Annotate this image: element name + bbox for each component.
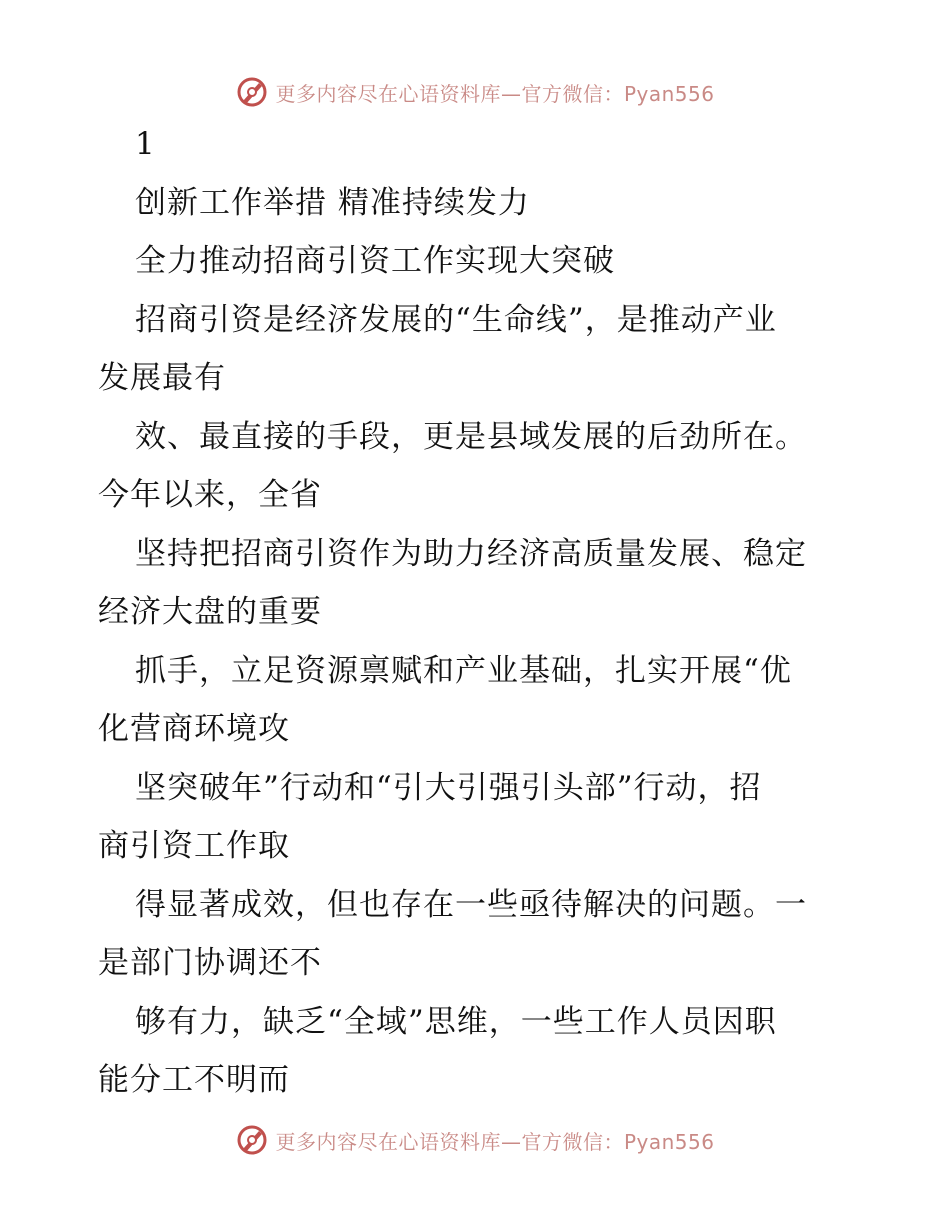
paragraph-line: 够有力，缺乏“全域”思维，一些工作人员因职 (135, 1003, 777, 1040)
document-subtitle: 全力推动招商引资工作实现大突破 (135, 243, 615, 279)
header-watermark (0, 72, 950, 112)
document-title: 创新工作举措 精准持续发力 (135, 184, 530, 221)
paragraph-line: 坚持把招商引资作为助力经济高质量发展、稳定 (135, 535, 807, 572)
paragraph-line: 化营商环境攻 (98, 711, 290, 747)
footer-watermark (0, 1120, 950, 1160)
watermark-text: 更多内容尽在心语资料库—官方微信：Pyan556 (275, 81, 715, 106)
document-body (98, 115, 858, 1110)
paragraph-line: 今年以来，全省 (98, 477, 322, 513)
paragraph-line: 发展最有 (98, 360, 226, 396)
paragraph-line: 抓手，立足资源禀赋和产业基础，扎实开展“优 (135, 652, 792, 689)
paragraph-line: 坚突破年”行动和“引大引强引头部”行动，招 (135, 769, 762, 806)
pen-circle-logo-icon (235, 75, 269, 109)
paragraph-line: 得显著成效，但也存在一些亟待解决的问题。一 (135, 886, 807, 923)
paragraph-line: 能分工不明而 (98, 1062, 290, 1098)
paragraph-line: 招商引资是经济发展的“生命线”，是推动产业 (135, 301, 777, 338)
paragraph-line: 经济大盘的重要 (98, 594, 322, 630)
paragraph-line: 效、最直接的手段，更是县域发展的后劲所在。 (135, 418, 807, 455)
paragraph-line: 是部门协调还不 (98, 945, 322, 981)
watermark-text: 更多内容尽在心语资料库—官方微信：Pyan556 (275, 1129, 715, 1154)
paragraph-line: 商引资工作取 (98, 828, 290, 864)
page-number: 1 (135, 126, 156, 162)
pen-circle-logo-icon (235, 1123, 269, 1157)
